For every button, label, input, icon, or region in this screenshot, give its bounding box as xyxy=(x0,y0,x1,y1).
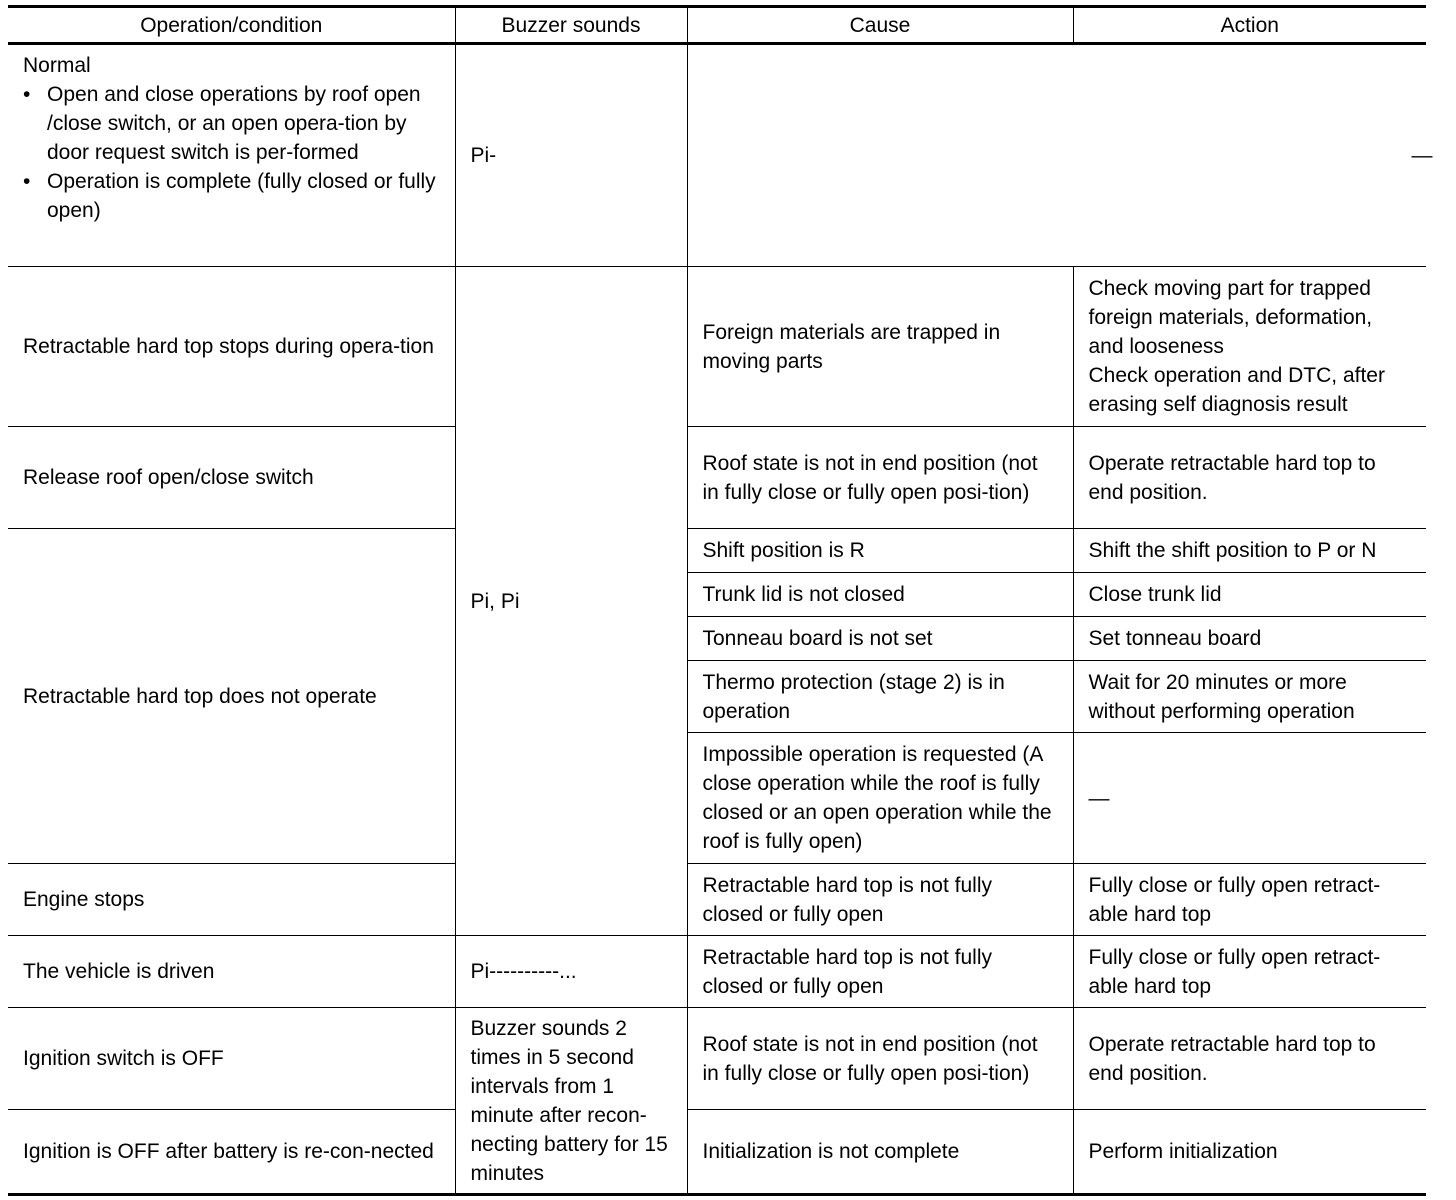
normal-dash-text: — xyxy=(1411,144,1433,167)
table-row-battery-reconnected xyxy=(8,1110,1426,1195)
not-operate-cell: Retractable hard top does not operate xyxy=(8,529,455,864)
pipi-buzzer-cell: Pi, Pi xyxy=(455,267,687,936)
roof-state-cause-cell: Roof state is not in end position (not in fully close or fully open posi-tion) xyxy=(687,427,1073,529)
thermo-action-cell: Wait for 20 minutes or more without performing operation xyxy=(1073,661,1426,733)
engine-operation-cell: Engine stops xyxy=(8,864,455,936)
thermo-cause-cell: Thermo protection (stage 2) is in operation xyxy=(687,661,1073,733)
normal-bullet-1: • Open and close operations by roof open /close switch, or an open opera-tion by door request switch is per-formed xyxy=(23,80,441,167)
normal-bullet-list xyxy=(23,80,441,225)
normal-bullet-2: • Operation is complete (fully closed or fully open) xyxy=(23,167,441,225)
impossible-action-cell: — xyxy=(1073,733,1426,864)
release-operation-cell: Release roof open/close switch xyxy=(8,427,455,529)
shift-action-cell: Shift the shift position to P or N xyxy=(1073,529,1426,573)
tonneau-action-cell: Set tonneau board xyxy=(1073,617,1426,661)
impossible-cause-cell: Impossible operation is requested (A close operation while the roof is fully closed or an open operation while the roof is fully open) xyxy=(687,733,1073,864)
table-row-normal xyxy=(8,44,1426,267)
tonneau-cause-cell: Tonneau board is not set xyxy=(687,617,1073,661)
ignition-off-cause-cell: Roof state is not in end position (not in fully close or fully open posi-tion) xyxy=(687,1008,1073,1110)
table-row-stops-during-operation xyxy=(8,267,1426,427)
init-action-cell: Perform initialization xyxy=(1073,1110,1426,1195)
driven-action-cell: Fully close or fully open retract-able hard top xyxy=(1073,936,1426,1008)
header-row xyxy=(8,7,1426,44)
header-buzzer: Buzzer sounds xyxy=(455,7,687,44)
battery-operation-cell: Ignition is OFF after battery is re-con-nected xyxy=(8,1110,455,1195)
normal-condition-cell xyxy=(8,44,455,267)
shift-cause-cell: Shift position is R xyxy=(687,529,1073,573)
table-row-shift-position xyxy=(8,529,1426,573)
normal-cause-action-dash xyxy=(687,44,1433,267)
driven-operation-cell: The vehicle is driven xyxy=(8,936,455,1008)
ignition-off-operation-cell: Ignition switch is OFF xyxy=(8,1008,455,1110)
not-fully-action-cell: Fully close or fully open retract-able hard top xyxy=(1073,864,1426,936)
trunk-cause-cell: Trunk lid is not closed xyxy=(687,573,1073,617)
trunk-action-cell: Close trunk lid xyxy=(1073,573,1426,617)
driven-buzzer-cell: Pi----------... xyxy=(455,936,687,1008)
table-row-ignition-off xyxy=(8,1008,1426,1110)
init-cause-cell: Initialization is not complete xyxy=(687,1110,1073,1195)
foreign-cause-cell: Foreign materials are trapped in moving parts xyxy=(687,267,1073,427)
ignition-off-action-cell: Operate retractable hard top to end position. xyxy=(1073,1008,1426,1110)
roof-state-action-cell: Operate retractable hard top to end position. xyxy=(1073,427,1426,529)
header-cause: Cause xyxy=(687,7,1073,44)
table-row-vehicle-driven xyxy=(8,936,1426,1008)
ignition-buzzer-cell: Buzzer sounds 2 times in 5 second intervals from 1 minute after recon-necting battery for 15 minutes xyxy=(455,1008,687,1195)
not-fully-cause-cell: Retractable hard top is not fully closed or fully open xyxy=(687,864,1073,936)
foreign-action-cell: Check moving part for trapped foreign materials, deformation, and looseness Check operation and DTC, after erasing self diagnosis result xyxy=(1073,267,1426,427)
buzzer-diagnosis-table xyxy=(8,5,1433,1196)
table-row-engine-stops xyxy=(8,864,1426,936)
driven-cause-cell: Retractable hard top is not fully closed or fully open xyxy=(687,936,1073,1008)
normal-buzzer-cell: Pi- xyxy=(455,44,687,267)
header-operation: Operation/condition xyxy=(8,7,455,44)
normal-title: Normal xyxy=(23,54,91,77)
table-row-release-switch xyxy=(8,427,1426,529)
header-action: Action xyxy=(1073,7,1426,44)
stops-operation-cell: Retractable hard top stops during opera-tion xyxy=(8,267,455,427)
